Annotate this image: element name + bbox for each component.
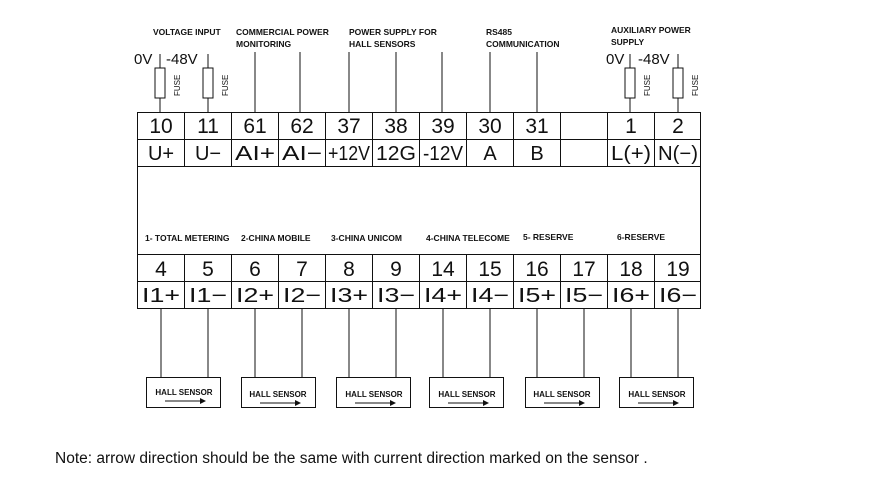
channel-label: 5- RESERVE (523, 232, 574, 242)
hall-sensor-1 (147, 378, 221, 408)
terminal-signal: AI− (282, 143, 322, 165)
terminal-signal: I3+ (330, 285, 368, 307)
terminal-signal: A (483, 143, 497, 165)
label-hall-power-line1: POWER SUPPLY FOR (349, 27, 437, 37)
terminal-signal: I4+ (424, 285, 462, 307)
terminal-signal: U− (194, 143, 222, 165)
note-text: Note: arrow direction should be the same with current direction marked on the sensor . (55, 450, 648, 467)
label-aux-power-line2: SUPPLY (611, 37, 645, 47)
terminal-signal: I1− (189, 285, 227, 307)
hall-sensor-2 (242, 378, 316, 408)
label-hall-power-line2: HALL SENSORS (349, 39, 416, 49)
fuse-label: FUSE (691, 74, 700, 96)
fuse-label: FUSE (643, 74, 652, 96)
terminal-number: 16 (525, 258, 549, 281)
terminal-signal: U+ (147, 143, 175, 165)
terminal-signal: I5+ (518, 285, 556, 307)
terminal-signal: I2+ (236, 285, 274, 307)
label-aux-power-line1: AUXILIARY POWER (611, 25, 691, 35)
terminal-number: 61 (243, 115, 267, 138)
terminal-signal: B (530, 143, 544, 165)
hall-sensor-6 (620, 378, 694, 408)
channel-label: 1- TOTAL METERING (145, 233, 230, 243)
terminal-number: 9 (390, 258, 402, 281)
label-rs485-line2: COMMUNICATION (486, 39, 560, 49)
terminal-signal: +12V (328, 143, 371, 165)
terminal-signal: I4− (471, 285, 509, 307)
voltage-0v-right: 0V (606, 51, 625, 68)
terminal-signal: -12V (423, 143, 464, 165)
terminal-signal: I6− (659, 285, 697, 307)
fuse-label: FUSE (173, 74, 182, 96)
voltage-48v-right: -48V (638, 51, 670, 68)
fuse-label: FUSE (221, 74, 230, 96)
hall-sensor-5 (526, 378, 600, 408)
hall-sensor-label: HALL SENSOR (628, 390, 686, 399)
fuse-right-2 (673, 54, 700, 112)
channel-label: 4-CHINA TELECOME (426, 233, 510, 243)
hall-sensor-label: HALL SENSOR (533, 390, 591, 399)
terminal-number: 4 (155, 258, 167, 281)
terminal-number: 62 (290, 115, 314, 138)
label-rs485-line1: RS485 (486, 27, 512, 37)
fuse-left-2 (203, 54, 230, 112)
label-voltage-input: VOLTAGE INPUT (153, 27, 221, 37)
terminal-signal: I2− (283, 285, 321, 307)
voltage-48v-left: -48V (166, 51, 198, 68)
hall-sensor-3 (337, 378, 411, 408)
terminal-number: 37 (337, 115, 361, 138)
terminal-number: 17 (572, 258, 596, 281)
channel-label: 3-CHINA UNICOM (331, 233, 402, 243)
terminal-signal: I3− (377, 285, 415, 307)
terminal-number: 2 (672, 115, 684, 138)
terminal-signal: AI+ (235, 143, 275, 165)
hall-sensor-4 (430, 378, 504, 408)
terminal-number: 39 (431, 115, 455, 138)
terminal-number: 7 (296, 258, 308, 281)
terminal-signal: N(−) (658, 143, 698, 165)
terminal-signal: I1+ (142, 285, 180, 307)
label-commercial-power-line1: COMMERCIAL POWER (236, 27, 329, 37)
terminal-number: 31 (525, 115, 549, 138)
terminal-number: 10 (149, 115, 173, 138)
terminal-number: 30 (478, 115, 502, 138)
hall-sensor-label: HALL SENSOR (345, 390, 403, 399)
hall-sensor-label: HALL SENSOR (155, 388, 213, 397)
terminal-number: 19 (666, 258, 690, 281)
terminal-signal: I5− (565, 285, 603, 307)
terminal-number: 15 (478, 258, 502, 281)
channel-label: 2-CHINA MOBILE (241, 233, 311, 243)
terminal-number: 6 (249, 258, 261, 281)
terminal-number: 14 (431, 258, 455, 281)
terminal-number: 11 (197, 115, 219, 138)
sensor-wires (161, 308, 678, 377)
hall-sensor-label: HALL SENSOR (249, 390, 307, 399)
terminal-signal: L(+) (611, 143, 651, 165)
terminal-number: 18 (619, 258, 643, 281)
voltage-0v-left: 0V (134, 51, 153, 68)
terminal-number: 1 (625, 115, 637, 138)
channel-label: 6-RESERVE (617, 232, 666, 242)
terminal-signal: 12G (376, 143, 416, 165)
terminal-signal: I6+ (612, 285, 650, 307)
terminal-number: 38 (384, 115, 408, 138)
label-commercial-power-line2: MONITORING (236, 39, 292, 49)
terminal-number: 8 (343, 258, 355, 281)
hall-sensor-label: HALL SENSOR (438, 390, 496, 399)
terminal-number: 5 (202, 258, 214, 281)
